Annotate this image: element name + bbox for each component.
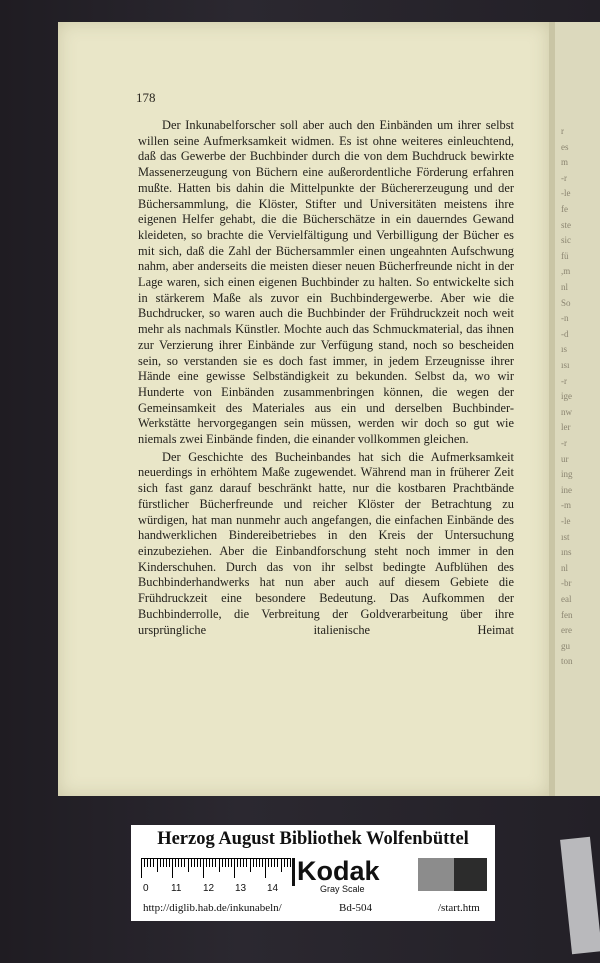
neighbor-fragment: fü [561,250,569,261]
ruler-tick [271,858,272,867]
ruler-tick [144,858,145,867]
neighbor-fragment: fe [561,204,568,214]
ruler-tick [281,858,282,872]
kodak-divider [292,858,295,886]
ruler-tick [209,858,210,867]
library-title: Herzog August Bibliothek Wolfenbüttel [157,829,469,849]
gray-swatch [418,858,454,891]
ruler-tick [290,858,291,867]
neighbor-fragment: ıs [561,344,568,355]
neighbor-fragment: ere [561,625,572,636]
ruler-tick [212,858,213,867]
kodak-logo: Kodak [297,856,380,886]
neighbor-fragment: -m [561,500,571,511]
ruler-label: 13 [235,883,247,894]
neighbor-fragment: r [561,126,564,136]
ruler-tick [240,858,241,867]
ruler-label: 0 [143,883,149,894]
neighbor-fragment: -d [561,328,569,339]
neighbor-fragment: -r [561,375,567,386]
neighbor-fragment: nl [561,562,569,573]
neighbor-fragment: So [561,297,571,308]
ruler-tick [287,858,288,867]
ruler-tick [197,858,198,867]
ruler-tick [253,858,254,867]
ruler-tick [191,858,192,867]
neighbor-fragment: ur [561,453,569,464]
neighbor-fragment: eal [561,594,572,604]
ruler [141,858,291,880]
ruler-tick [172,858,173,878]
neighbor-fragment: ıns [561,547,572,558]
neighbor-fragment: ler [561,422,571,433]
ruler-tick [188,858,189,872]
neighbor-fragment: fen [561,609,573,620]
ruler-tick [175,858,176,867]
ruler-tick [184,858,185,867]
ruler-tick [259,858,260,867]
ruler-tick [194,858,195,867]
ruler-tick [141,858,142,878]
neighbor-fragment: sic [561,235,571,246]
ruler-tick [200,858,201,867]
paragraph: Der Inkunabelforscher soll aber auch den Einbänden um ihrer selbst willen seine Aufmerksamkeit widmen. Es ist ohne weiteres einleuchtend, daß das Gewerbe der Buchbinder durch die von dem Buchdruck bewirkte Massenerzeugung von Büchern eine außerordentliche Förderung erfahren mußte. Hatten bis dahin die Mittelpunkte der Büchererzeugung und der Büchersammlung, die Klöster, Stifter und Universitäten meistens ihre eigenen Helfer gehabt, die die Bücherschätze in ein dauerndes Gewand kleideten, so brachte die Vervielfältigung und Verbilligung der Bücher es mit sich, daß die Zahl der Büchersammler einen ungeahnten Aufschwung nahm, aber anderseits die meisten dieser neuen Bücherfreunde nicht in der Lage waren, sich einen eigenen Buchbinder zu halten. So entwickelte sich in stärkerem Maße als zuvor ein Buchbindergewerbe. Aber wie die Buchdrucker, so waren auch die Buchbinder der Frühdruckzeit noch weit mehr als nachmals Künstler. Mochte auch das Schmuckmaterial, das ihnen zur Verzierung ihrer Einbände zur Verfügung stand, noch so bescheiden sein, so verstanden sie es doch fast immer, in jedem Erzeugnisse ihrer Hände eine gewisse Selbständigkeit zu bekunden. Selbst da, wo wir Hunderte von Einbänden zusammenbringen können, die wegen der Gemeinsamkeit des Materiales aus ein und derselben Buchbinder-Werkstätte hervorgegangen sein müssen, werden wir doch so gut wie niemals zwei Einbände finden, die einander vollkommen gleichen. [138,118,514,447]
banner-url: http://diglib.hab.de/inkunabeln/ [143,902,282,914]
library-banner [131,825,495,921]
neighbor-page [555,22,600,796]
ruler-tick [277,858,278,867]
neighbor-fragment: nw [561,406,572,417]
neighbor-fragment: ton [561,656,573,667]
neighbor-fragment: -r [561,172,567,183]
ruler-tick [219,858,220,872]
neighbor-fragment: ste [561,219,571,230]
ruler-tick [265,858,266,878]
neighbor-fragment: ing [561,469,573,480]
ruler-tick [160,858,161,867]
neighbor-fragment: -r [561,438,567,448]
neighbor-fragment: es [561,141,569,152]
start-link: /start.htm [438,902,480,914]
ruler-tick [231,858,232,867]
ruler-tick [237,858,238,867]
neighbor-fragment: -le [561,188,571,199]
neighbor-fragment: ige [561,391,572,402]
neighbor-fragment: ısı [561,360,570,370]
ruler-tick [284,858,285,867]
neighbor-fragment: gu [561,640,570,651]
ruler-tick [225,858,226,867]
ruler-tick [250,858,251,872]
neighbor-fragment: ıst [561,531,570,542]
ruler-tick [243,858,244,867]
ruler-tick [215,858,216,867]
ruler-tick [150,858,151,867]
shelfmark-code: Bd-504 [339,902,372,914]
ruler-tick [256,858,257,867]
ruler-tick [181,858,182,867]
ruler-label: 11 [171,883,182,894]
neighbor-fragment: -n [561,313,569,324]
ruler-tick [246,858,247,867]
ruler-tick [268,858,269,867]
ruler-tick [228,858,229,867]
ruler-tick [169,858,170,867]
ruler-tick [178,858,179,867]
ruler-tick [203,858,204,878]
ruler-label: 14 [267,883,279,894]
page-number: 178 [136,90,156,105]
ruler-tick [153,858,154,867]
ruler-label: 12 [203,883,215,894]
neighbor-fragment: ,m [561,266,571,277]
neighbor-fragment: nl [561,282,569,292]
ruler-tick [157,858,158,872]
ruler-tick [274,858,275,867]
neighbor-fragment: -br [561,578,572,589]
ruler-tick [222,858,223,867]
neighbor-fragment: ine [561,484,572,495]
dark-swatch [454,858,487,891]
gray-scale-label: Gray Scale [320,884,365,894]
neighbor-fragment: m [561,157,569,168]
paragraph: Der Geschichte des Bucheinbandes hat sich die Aufmerksamkeit neuerdings in erhöhtem Maße zugewendet. Während man in früherer Zeit sich fast ganz darauf beschränkt hatte, nur die kostbaren Prachtbände fürstlicher Bücherfreunde und reicher Klöster der Betrachtung zu würdigen, hat man nunmehr auch angefangen, die einfachen Einbände des handwerklichen Bindereibetriebes in den Kreis der Untersuchung einzubeziehen. Aber die Einbandforschung steht noch immer in den Kinderschuhen. Durch das von ihr selbst bedingte Aufblühen des Buchbinderhandwerks hat nun aber auch auf diesem Gebiete die Frühdruckzeit eine besondere Bedeutung. Das Aufkommen der Buchbinderrolle, die Verbreitung der Goldverarbeitung über ihre ursprüngliche italienische Heimat [138,449,514,637]
neighbor-fragment: -le [561,516,571,526]
body-text [138,118,514,638]
ruler-tick [234,858,235,878]
ruler-tick [262,858,263,867]
ruler-tick [166,858,167,867]
ruler-tick [163,858,164,867]
ruler-tick [147,858,148,867]
ruler-tick [206,858,207,867]
